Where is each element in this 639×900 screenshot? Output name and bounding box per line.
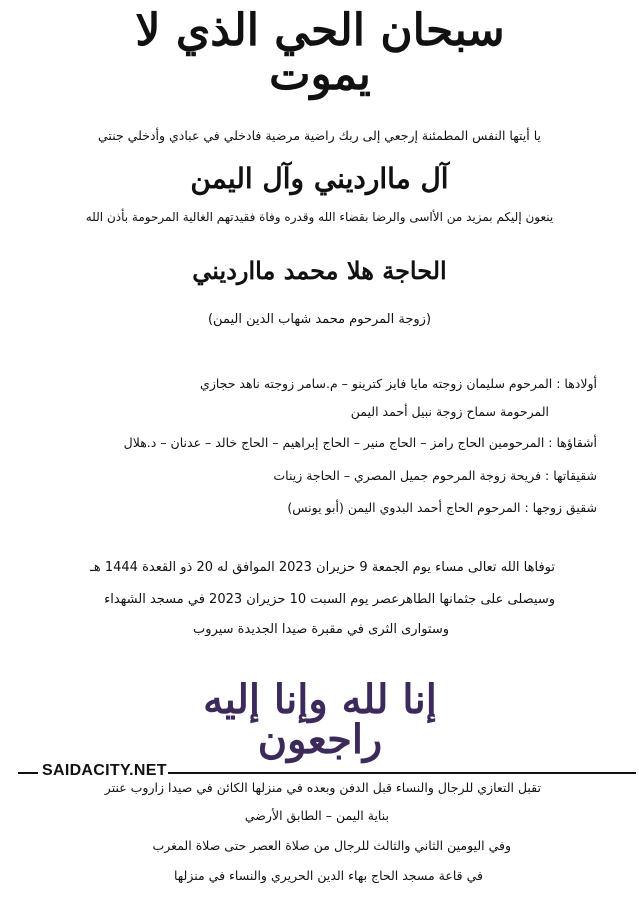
burial-line: وستوارى الثرى في مقبرة صيدا الجديدة سيروب: [193, 622, 449, 637]
husband-brother-line: شقيق زوجها : المرحوم الحاج أحمد البدوي اليمن (أبو يونس): [287, 500, 597, 515]
brand-watermark: SAIDACITY.NET: [42, 762, 167, 779]
calligraphy-footer-text: إنا لله وإنا إليه راجعون: [203, 676, 437, 763]
deceased-name: الحاجة هلا محمد ماارديني: [192, 256, 447, 285]
brand-rule-right: [168, 772, 636, 774]
death-date-line: توفاها الله تعالى مساء يوم الجمعة 9 حزيران 2023 الموافق له 20 ذو القعدة 1444 هـ: [90, 560, 555, 575]
families-title: آل ماارديني وآل اليمن: [190, 162, 449, 195]
quran-verse: يا أيتها النفس المطمئنة إرجعي إلى ربك راضية مرضية فادخلي في عبادي وأدخلي جنتي: [98, 128, 541, 143]
condolence-line-4: في قاعة مسجد الحاج بهاء الدين الحريري والنساء في منزلها: [173, 868, 483, 883]
brand-rule-left: [18, 772, 38, 774]
calligraphy-header-text: سبحان الحي الذي لا يموت: [135, 5, 505, 100]
condolence-line-1: تقبل التعازي للرجال والنساء قبل الدفن وبعده في منزلها الكائن في صيدا زاروب عنتر: [104, 780, 541, 795]
funeral-prayer-line: وسيصلى على جثمانها الطاهرعصر يوم السبت 10 حزيران 2023 في مسجد الشهداء: [104, 592, 555, 607]
calligraphy-header: [110, 5, 530, 100]
brothers-line: أشقاؤها : المرحومين الحاج رامز – الحاج منير – الحاج إبراهيم – الحاج خالد – عدنان – د.هلال: [123, 435, 597, 450]
condolence-line-2: بناية اليمن – الطابق الأرضي: [244, 808, 389, 823]
children-line-1: أولادها : المرحوم سليمان زوجته مايا فايز كترينو – م.سامر زوجته ناهد حجازي: [200, 376, 597, 391]
announcement-text: ينعون إليكم بمزيد من الأاسى والرضا بقضاء الله وقدره وفاة فقيدتهم الغالية المرحومة بأذن الله: [85, 210, 554, 224]
spouse-note: (زوجة المرحوم محمد شهاب الدين اليمن): [207, 312, 432, 327]
sisters-line: شقيقاتها : فريحة زوجة المرحوم جميل المصري – الحاجة زينات: [273, 468, 597, 483]
calligraphy-footer: [140, 676, 500, 763]
children-line-2: المرحومة سماح زوجة نبيل أحمد اليمن: [350, 404, 549, 419]
condolence-line-3: وفي اليومين الثاني والثالث للرجال من صلاة العصر حتى صلاة المغرب: [152, 838, 511, 853]
